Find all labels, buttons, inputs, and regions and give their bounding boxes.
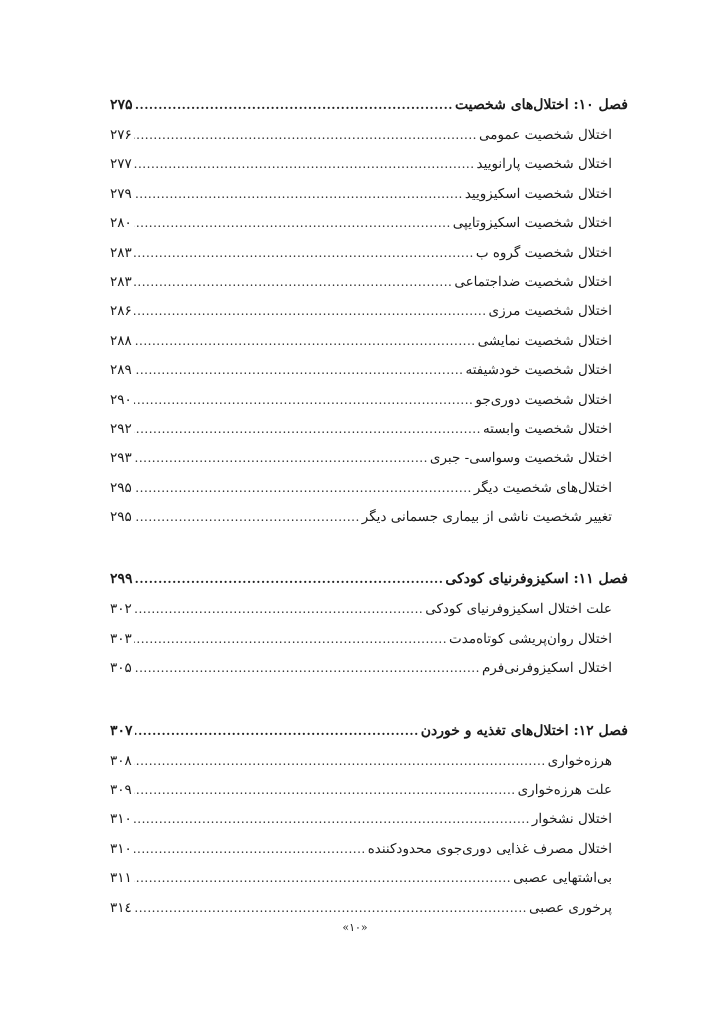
entry-page-number: ۲۷۷ [110,156,132,173]
dot-leader [134,327,476,356]
dot-leader [134,595,423,624]
toc-entry[interactable] [110,239,628,268]
entry-page-number: ۲۹۲ [110,420,132,437]
toc-entry[interactable] [110,835,628,864]
entry-page-number: ۳۰۹ [110,782,132,799]
entry-page-number: ۲۷۶ [110,127,132,143]
chapter-11 [110,564,628,683]
toc-entry[interactable] [110,503,628,532]
chapter-heading[interactable] [110,716,628,747]
toc-entry[interactable] [110,268,628,297]
entry-title: علت اختلال اسکیزوفرنیای کودکی [425,601,612,618]
dot-leader [134,239,474,268]
dot-leader [134,835,366,864]
entry-page-number: ۲۸۰ [110,215,132,232]
toc-entry[interactable] [110,654,628,683]
entry-title: اختلال شخصیت مرزی [488,303,612,320]
entry-page-number: ۲۸۳ [110,244,132,261]
entry-title: هرزه‌خواری [547,752,612,769]
dot-leader [134,209,451,238]
entry-page-number: ۲۸۳ [110,273,132,290]
toc-entry[interactable] [110,121,628,150]
toc-entry[interactable] [110,444,628,473]
dot-leader [134,654,480,683]
dot-leader [134,180,463,209]
entry-page-number: ۳۱۰ [110,840,132,857]
entry-page-number: ۳۰۳ [110,630,132,647]
dot-leader [134,121,477,150]
entry-title: اختلال نشخوار [531,811,612,828]
dot-leader [134,894,527,923]
entry-title: اختلال شخصیت خودشیفته [465,362,612,379]
dot-leader [134,474,472,503]
entry-title: اختلال شخصیت وسواسی- جبری [429,450,612,467]
toc-entry[interactable] [110,297,628,326]
chapter-heading[interactable] [110,90,628,121]
chapter-page-number: ۲۹۹ [110,571,133,588]
entry-title: اختلال شخصیت اسکیزوتایپی [452,215,612,232]
toc-entry[interactable] [110,894,628,923]
toc-entry[interactable] [110,327,628,356]
dot-leader [134,864,511,893]
entry-title: تغییر شخصیت ناشی از بیماری جسمانی دیگر [361,509,612,526]
entry-page-number: ۳۰۸ [110,752,132,769]
toc-entry[interactable] [110,864,628,893]
dot-leader [134,297,487,326]
entry-page-number: ۳۱۰ [110,811,132,828]
dot-leader [134,386,474,415]
chapter-page-number: ۳۰۷ [110,722,133,739]
dot-leader [134,747,546,776]
entry-title: پرخوری عصبی [529,899,612,916]
toc-entry[interactable] [110,625,628,654]
toc-entry[interactable] [110,356,628,385]
entry-title: اختلال شخصیت گروه ب [475,244,612,261]
entry-title: اختلال شخصیت عمومی [479,127,612,143]
dot-leader [135,564,444,595]
chapter-title: فصل ۱۱: اسکیزوفرنیای کودکی [445,571,628,588]
toc-entry[interactable] [110,386,628,415]
chapter-12 [110,716,628,923]
entry-page-number: ۲۹۵ [110,479,132,496]
chapter-10 [110,90,628,532]
entry-page-number: ۲۸۸ [110,332,132,349]
toc-entry[interactable] [110,209,628,238]
toc-entry[interactable] [110,776,628,805]
entry-page-number: ۳۱۱ [110,870,132,887]
dot-leader [134,625,447,654]
entry-page-number: ۲۹۵ [110,509,132,526]
chapter-page-number: ۲۷۵ [110,97,133,113]
toc-entry[interactable] [110,747,628,776]
entry-title: اختلال شخصیت پارانویید [476,156,612,173]
entry-page-number: ۳۰۲ [110,601,132,618]
entry-title: علت هرزه‌خواری [517,782,612,799]
entry-title: اختلال‌های شخصیت دیگر [473,479,612,496]
dot-leader [135,90,453,121]
entry-page-number: ۲۹۳ [110,450,132,467]
entry-title: اختلال شخصیت ضداجتماعی [454,273,612,290]
entry-title: اختلال شخصیت دوری‌جو [475,391,612,408]
entry-page-number: ۲۸۶ [110,303,132,320]
entry-page-number: ۲۸۹ [110,362,132,379]
entry-page-number: ۲۹۰ [110,391,132,408]
dot-leader [134,805,530,834]
chapter-title: فصل ۱۲: اختلال‌های تغذیه و خوردن [420,722,628,739]
dot-leader [134,356,464,385]
toc-entry[interactable] [110,474,628,503]
entry-title: اختلال مصرف غذایی دوری‌جوی محدودکننده [367,840,612,857]
entry-title: بی‌اشتهایی عصبی [513,870,612,887]
toc-entry[interactable] [110,805,628,834]
page-number-footer: «۱۰» [342,921,368,934]
toc-entry[interactable] [110,180,628,209]
dot-leader [135,716,419,747]
entry-title: اختلال اسکیزوفرنی‌فرم [481,660,612,677]
entry-title: اختلال شخصیت اسکیزویید [464,185,612,202]
entry-page-number: ۳۰۵ [110,660,132,677]
toc-entry[interactable] [110,150,628,179]
entry-page-number: ۳۱٤ [110,899,132,916]
dot-leader [134,268,453,297]
dot-leader [134,776,516,805]
dot-leader [134,444,428,473]
toc-entry[interactable] [110,415,628,444]
toc-entry[interactable] [110,595,628,624]
entry-title: اختلال شخصیت وابسته [482,420,612,437]
table-of-contents [110,90,628,955]
dot-leader [134,150,475,179]
chapter-title: فصل ۱۰: اختلال‌های شخصیت [454,97,628,113]
entry-page-number: ۲۷۹ [110,185,132,202]
dot-leader [134,503,360,532]
dot-leader [134,415,481,444]
chapter-heading[interactable] [110,564,628,595]
entry-title: اختلال روان‌پریشی کوتاه‌مدت [449,630,612,647]
entry-title: اختلال شخصیت نمایشی [477,332,612,349]
